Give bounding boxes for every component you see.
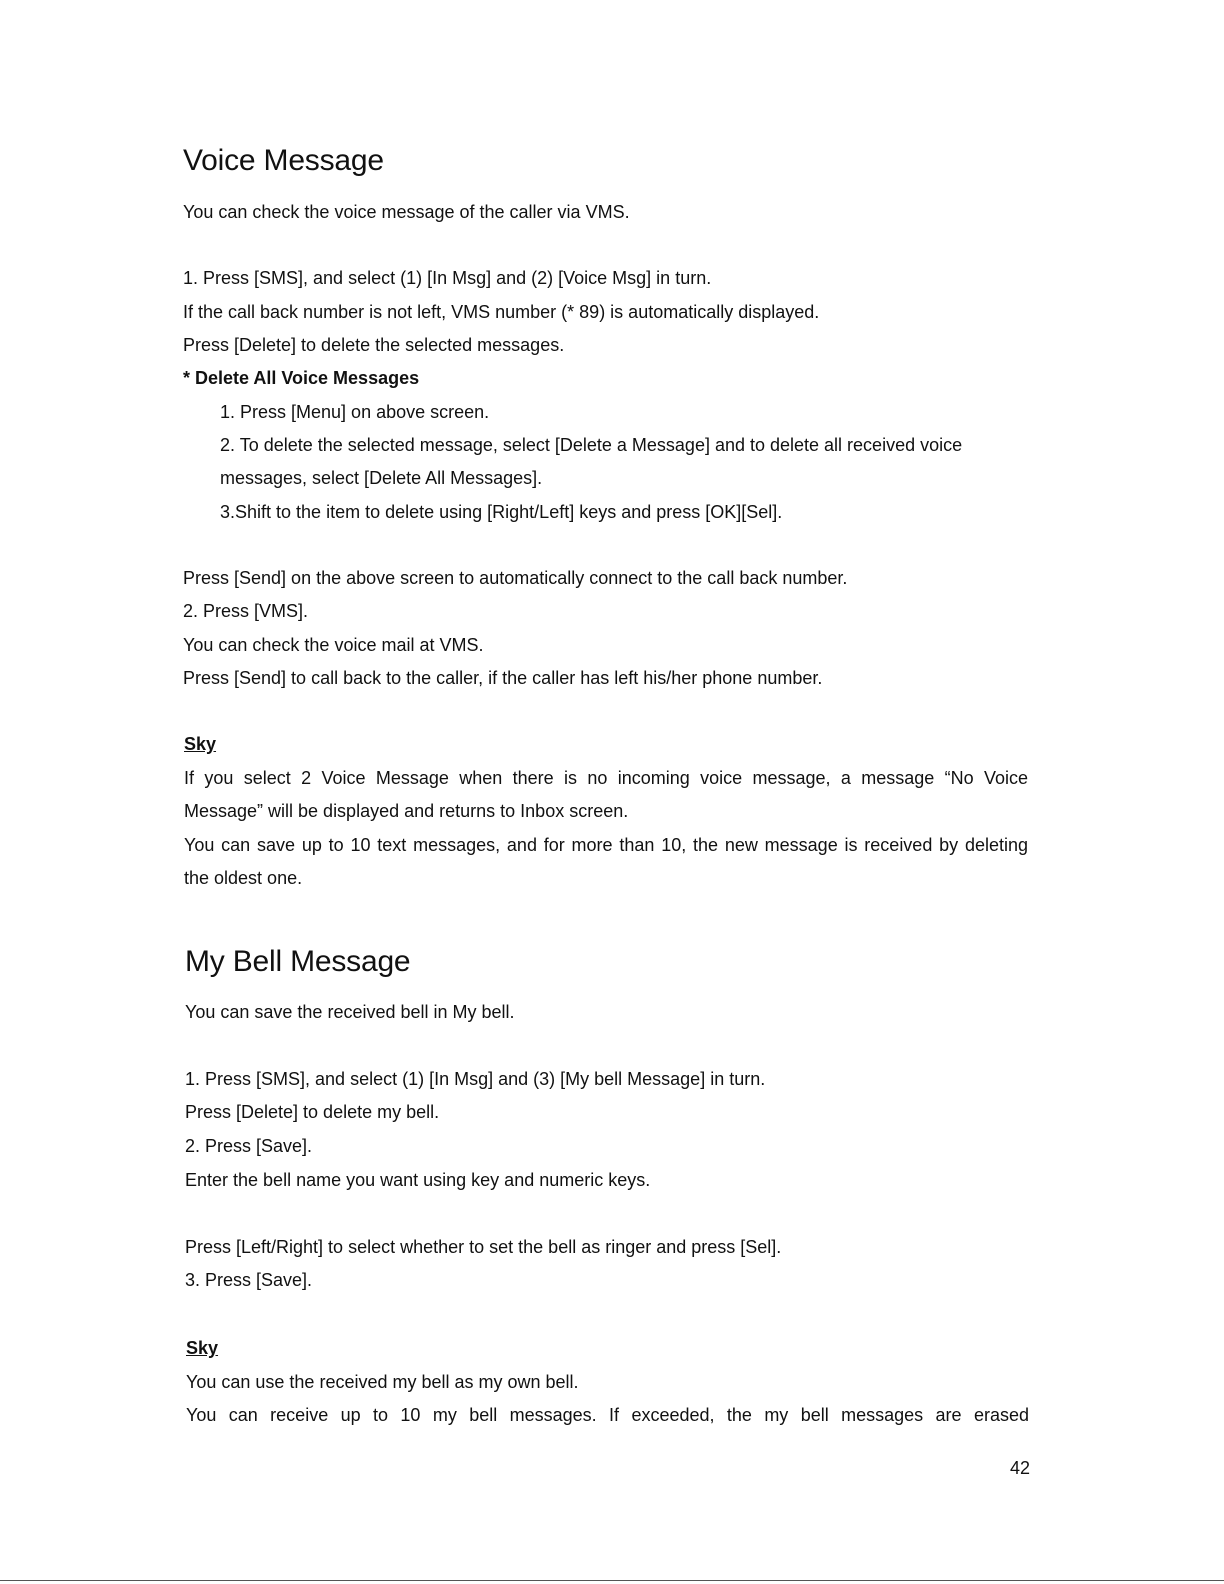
sky-note-label: Sky (186, 1338, 219, 1358)
voice-send-note: Press [Send] on the above screen to automatically connect to the call back number. (183, 568, 848, 588)
delete-all-heading: * Delete All Voice Messages (183, 368, 420, 388)
delete-all-step: 2. To delete the selected message, select [Delete a Message] and to delete all received voice (220, 435, 963, 455)
sky-note-text: If you select 2 Voice Message when there is no incoming voice message, a message “No Voice (184, 768, 1028, 788)
voice-step-1: 1. Press [SMS], and select (1) [In Msg] and (2) [Voice Msg] in turn. (183, 268, 712, 288)
voice-callback-note: If the call back number is not left, VMS number (* 89) is automatically displayed. (183, 302, 820, 322)
sky-note-label: Sky (184, 734, 217, 754)
section-title-voice-message: Voice Message (183, 144, 384, 177)
bell-step-1: 1. Press [SMS], and select (1) [In Msg] and (3) [My bell Message] in turn. (185, 1069, 766, 1089)
bell-leftright-note: Press [Left/Right] to select whether to set the bell as ringer and press [Sel]. (185, 1237, 782, 1257)
bell-intro: You can save the received bell in My bell. (185, 1002, 515, 1022)
page-number: 42 (1010, 1458, 1031, 1478)
voice-check-vms: You can check the voice mail at VMS. (183, 635, 484, 655)
sky-note-text: You can receive up to 10 my bell messages. If exceeded, the my bell messages are erased (186, 1405, 1029, 1425)
delete-all-step: 3.Shift to the item to delete using [Right/Left] keys and press [OK][Sel]. (220, 502, 783, 522)
section-title-my-bell-message: My Bell Message (185, 945, 411, 978)
sky-note-text: You can save up to 10 text messages, and for more than 10, the new message is received by deleting (184, 835, 1028, 855)
sky-note-text: Message” will be displayed and returns to Inbox screen. (184, 801, 629, 821)
bell-step-3: 3. Press [Save]. (185, 1270, 313, 1290)
bell-enter-note: Enter the bell name you want using key and numeric keys. (185, 1170, 651, 1190)
sky-note-text: You can use the received my bell as my own bell. (186, 1372, 579, 1392)
delete-all-step: 1. Press [Menu] on above screen. (220, 402, 490, 422)
voice-step-2: 2. Press [VMS]. (183, 601, 309, 621)
bottom-rule (0, 1580, 1224, 1581)
bell-step-2: 2. Press [Save]. (185, 1136, 313, 1156)
bell-delete-note: Press [Delete] to delete my bell. (185, 1102, 440, 1122)
sky-note-text: the oldest one. (184, 868, 303, 888)
voice-intro: You can check the voice message of the caller via VMS. (183, 202, 630, 222)
delete-all-step-continued: messages, select [Delete All Messages]. (220, 468, 543, 488)
voice-delete-note: Press [Delete] to delete the selected messages. (183, 335, 565, 355)
voice-send-back: Press [Send] to call back to the caller, if the caller has left his/her phone number. (183, 668, 823, 688)
